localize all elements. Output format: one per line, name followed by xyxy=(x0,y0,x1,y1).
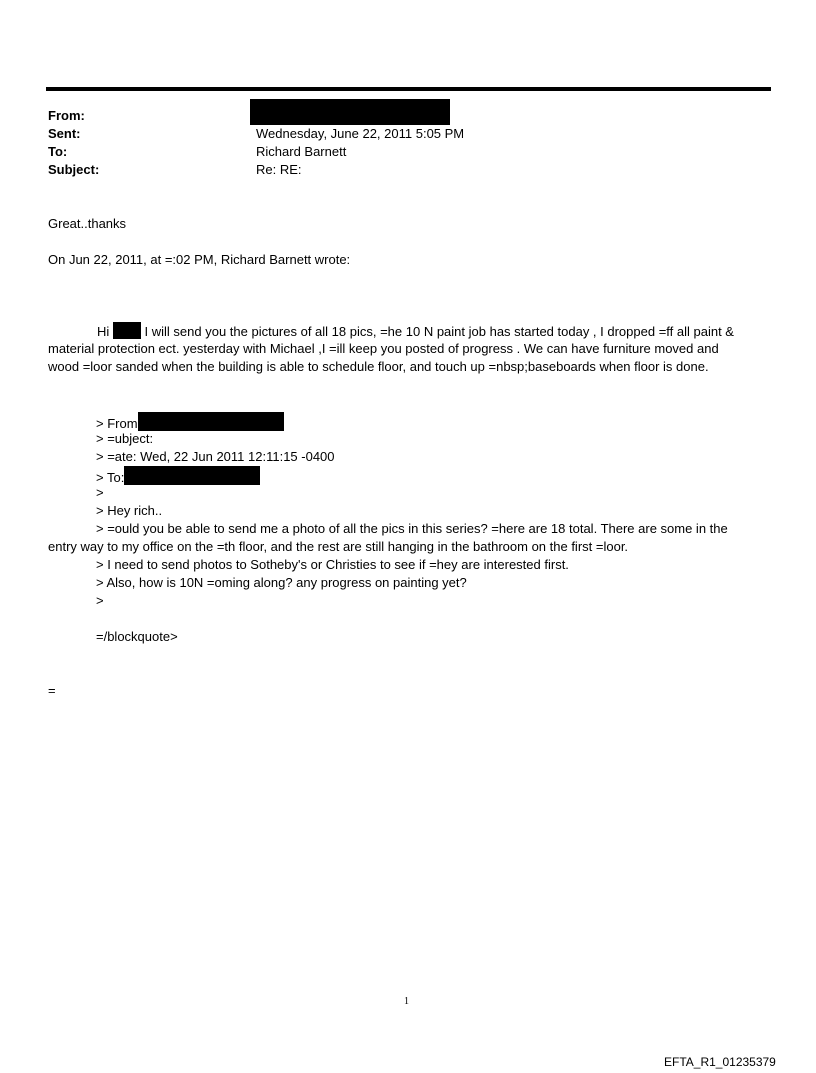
from-label: From: xyxy=(48,108,85,123)
quote-could-line-1: > =ould you be able to send me a photo of all the pics in this series? =here are 18 total. There are some in the xyxy=(96,521,728,536)
subject-label: Subject: xyxy=(48,162,100,177)
quote-need: > I need to send photos to Sotheby's or Christies to see if =hey are interested first. xyxy=(96,557,569,572)
quote-blank-1: > xyxy=(96,485,104,500)
quote-hey: > Hey rich.. xyxy=(96,503,163,518)
paragraph-line-3: wood =loor sanded when the building is able to schedule floor, and touch up =nbsp;baseboards when floor is done. xyxy=(48,359,709,374)
paragraph-line-1 xyxy=(97,322,734,341)
quote-to-label: > To: xyxy=(96,470,125,485)
header-rule xyxy=(46,87,771,91)
quote-to-redaction xyxy=(124,466,260,485)
para-line1-text: I will send you the pictures of all 18 pics, =he 10 N paint job has started today , I dropped =ff all paint & xyxy=(144,324,734,339)
sent-value: Wednesday, June 22, 2011 5:05 PM xyxy=(256,126,465,141)
quote-date: > =ate: Wed, 22 Jun 2011 12:11:15 -0400 xyxy=(96,449,335,464)
subject-value: Re: RE: xyxy=(256,162,302,177)
quote-from-redaction xyxy=(138,412,284,431)
quote-blank-2: > xyxy=(96,593,104,608)
document-id: EFTA_R1_01235379 xyxy=(664,1055,776,1069)
from-redaction xyxy=(250,99,450,125)
quote-also: > Also, how is 10N =oming along? any progress on painting yet? xyxy=(96,575,467,590)
greeting: Great..thanks xyxy=(48,216,127,231)
paragraph-line-2: material protection ect. yesterday with Michael ,I =ill keep you posted of progress . We can have furniture moved and xyxy=(48,341,719,356)
quote-subject: > =ubject: xyxy=(96,431,154,446)
attribution: On Jun 22, 2011, at =:02 PM, Richard Barnett wrote: xyxy=(48,252,351,267)
blockquote-end: =/blockquote> xyxy=(96,629,178,644)
quote-to xyxy=(96,466,260,487)
para-hi: Hi xyxy=(97,324,110,339)
page-number: 1 xyxy=(404,996,409,1007)
name-redaction xyxy=(113,322,141,339)
quote-could-line-2: entry way to my office on the =th floor, and the rest are still hanging in the bathroom on the first =loor. xyxy=(48,539,629,554)
trailing-equals: = xyxy=(48,683,56,698)
quote-from-label: > From xyxy=(96,416,138,431)
to-label: To: xyxy=(48,144,68,159)
to-value: Richard Barnett xyxy=(256,144,347,159)
sent-label: Sent: xyxy=(48,126,81,141)
